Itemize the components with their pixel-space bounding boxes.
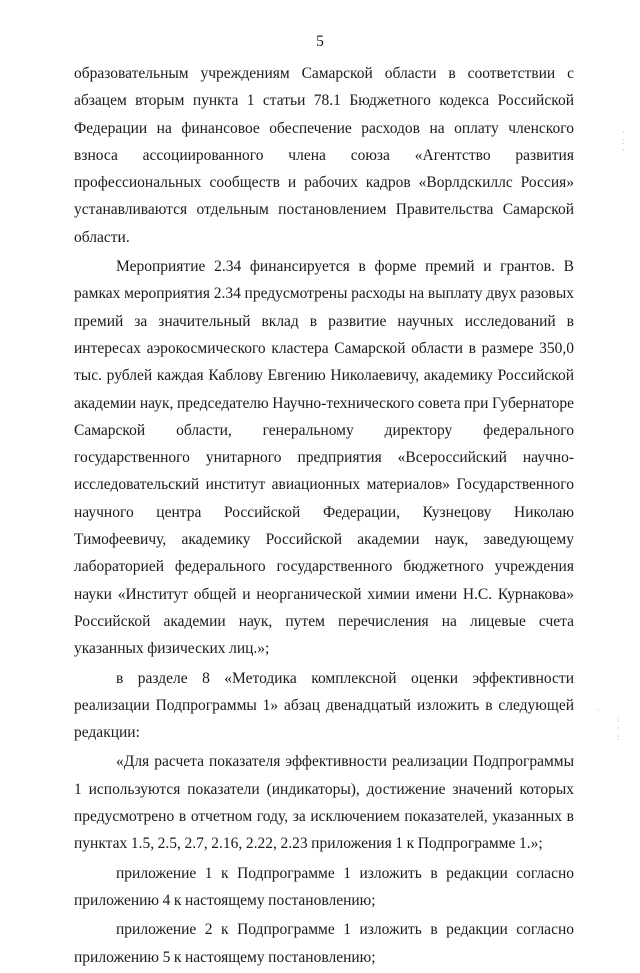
paragraph-efficiency-calculation: «Для расчета показателя эффективности реализации Подпрограммы 1 используются показатели (индикаторы), достижение значений которых предусмотрено в отчетном году, за исключением показателей, указанных в пунктах 1.5, 2.5, 2.7, 2.16, 2.22, 2.23 приложения 1 к Подпрограмме 1.»; <box>74 753 574 853</box>
paragraph-appendix-2: приложение 2 к Подпрограмме 1 изложить в редакции согласно приложению 5 к настоящему постановлению; <box>74 921 574 966</box>
margin-mark: : · : <box>617 714 620 742</box>
margin-mark: · : · <box>622 127 625 155</box>
margin-mark: · <box>597 705 600 715</box>
paragraph-continuation: образовательным учреждениям Самарской области в соответствии с абзацем вторым пункта 1 статьи 78.1 Бюджетного кодекса Российской Федерации на финансовое обеспечение расходов на оплату членского взноса ассоциированного члена союза «Агентство развития профессиональных сообществ и рабочих кадров «Ворлдскиллс Россия» устанавливаются отдельным постановлением Правительства Самарской области. <box>74 65 574 246</box>
paragraph-section-8: в разделе 8 «Методика комплексной оценки эффективности реализации Подпрограммы 1» абзац двенадцатый изложить в следующей редакции: <box>74 669 574 742</box>
page-number: 5 <box>316 33 324 50</box>
paragraph-event-2-34: Мероприятие 2.34 финансируется в форме премий и грантов. В рамках мероприятия 2.34 предусмотрены расходы на выплату двух разовых премий за значительный вклад в развитие научных исследований в интересах аэрокосмического кластера Самарской области в размере 350,0 тыс. рублей каждая Каблову Евгению Николаевичу, академику Российской академии наук, председателю Научно-технического совета при Губернаторе Самарской области, генеральному директору федерального государственного унитарного предприятия «Всероссийский научно-исследовательский институт авиационных материалов» Государственного научного центра Российской Федерации, Кузнецову Николаю Тимофеевичу, академику Российской академии наук, заведующему лабораторией федерального государственного бюджетного учреждения науки «Институт общей и неорганической химии имени Н.С. Курнакова» Российской академии наук, путем перечисления на лицевые счета указанных физических лиц.»; <box>74 258 574 658</box>
document-body <box>74 60 574 973</box>
paragraph-appendix-1: приложение 1 к Подпрограмме 1 изложить в редакции согласно приложению 4 к настоящему постановлению; <box>74 864 574 909</box>
